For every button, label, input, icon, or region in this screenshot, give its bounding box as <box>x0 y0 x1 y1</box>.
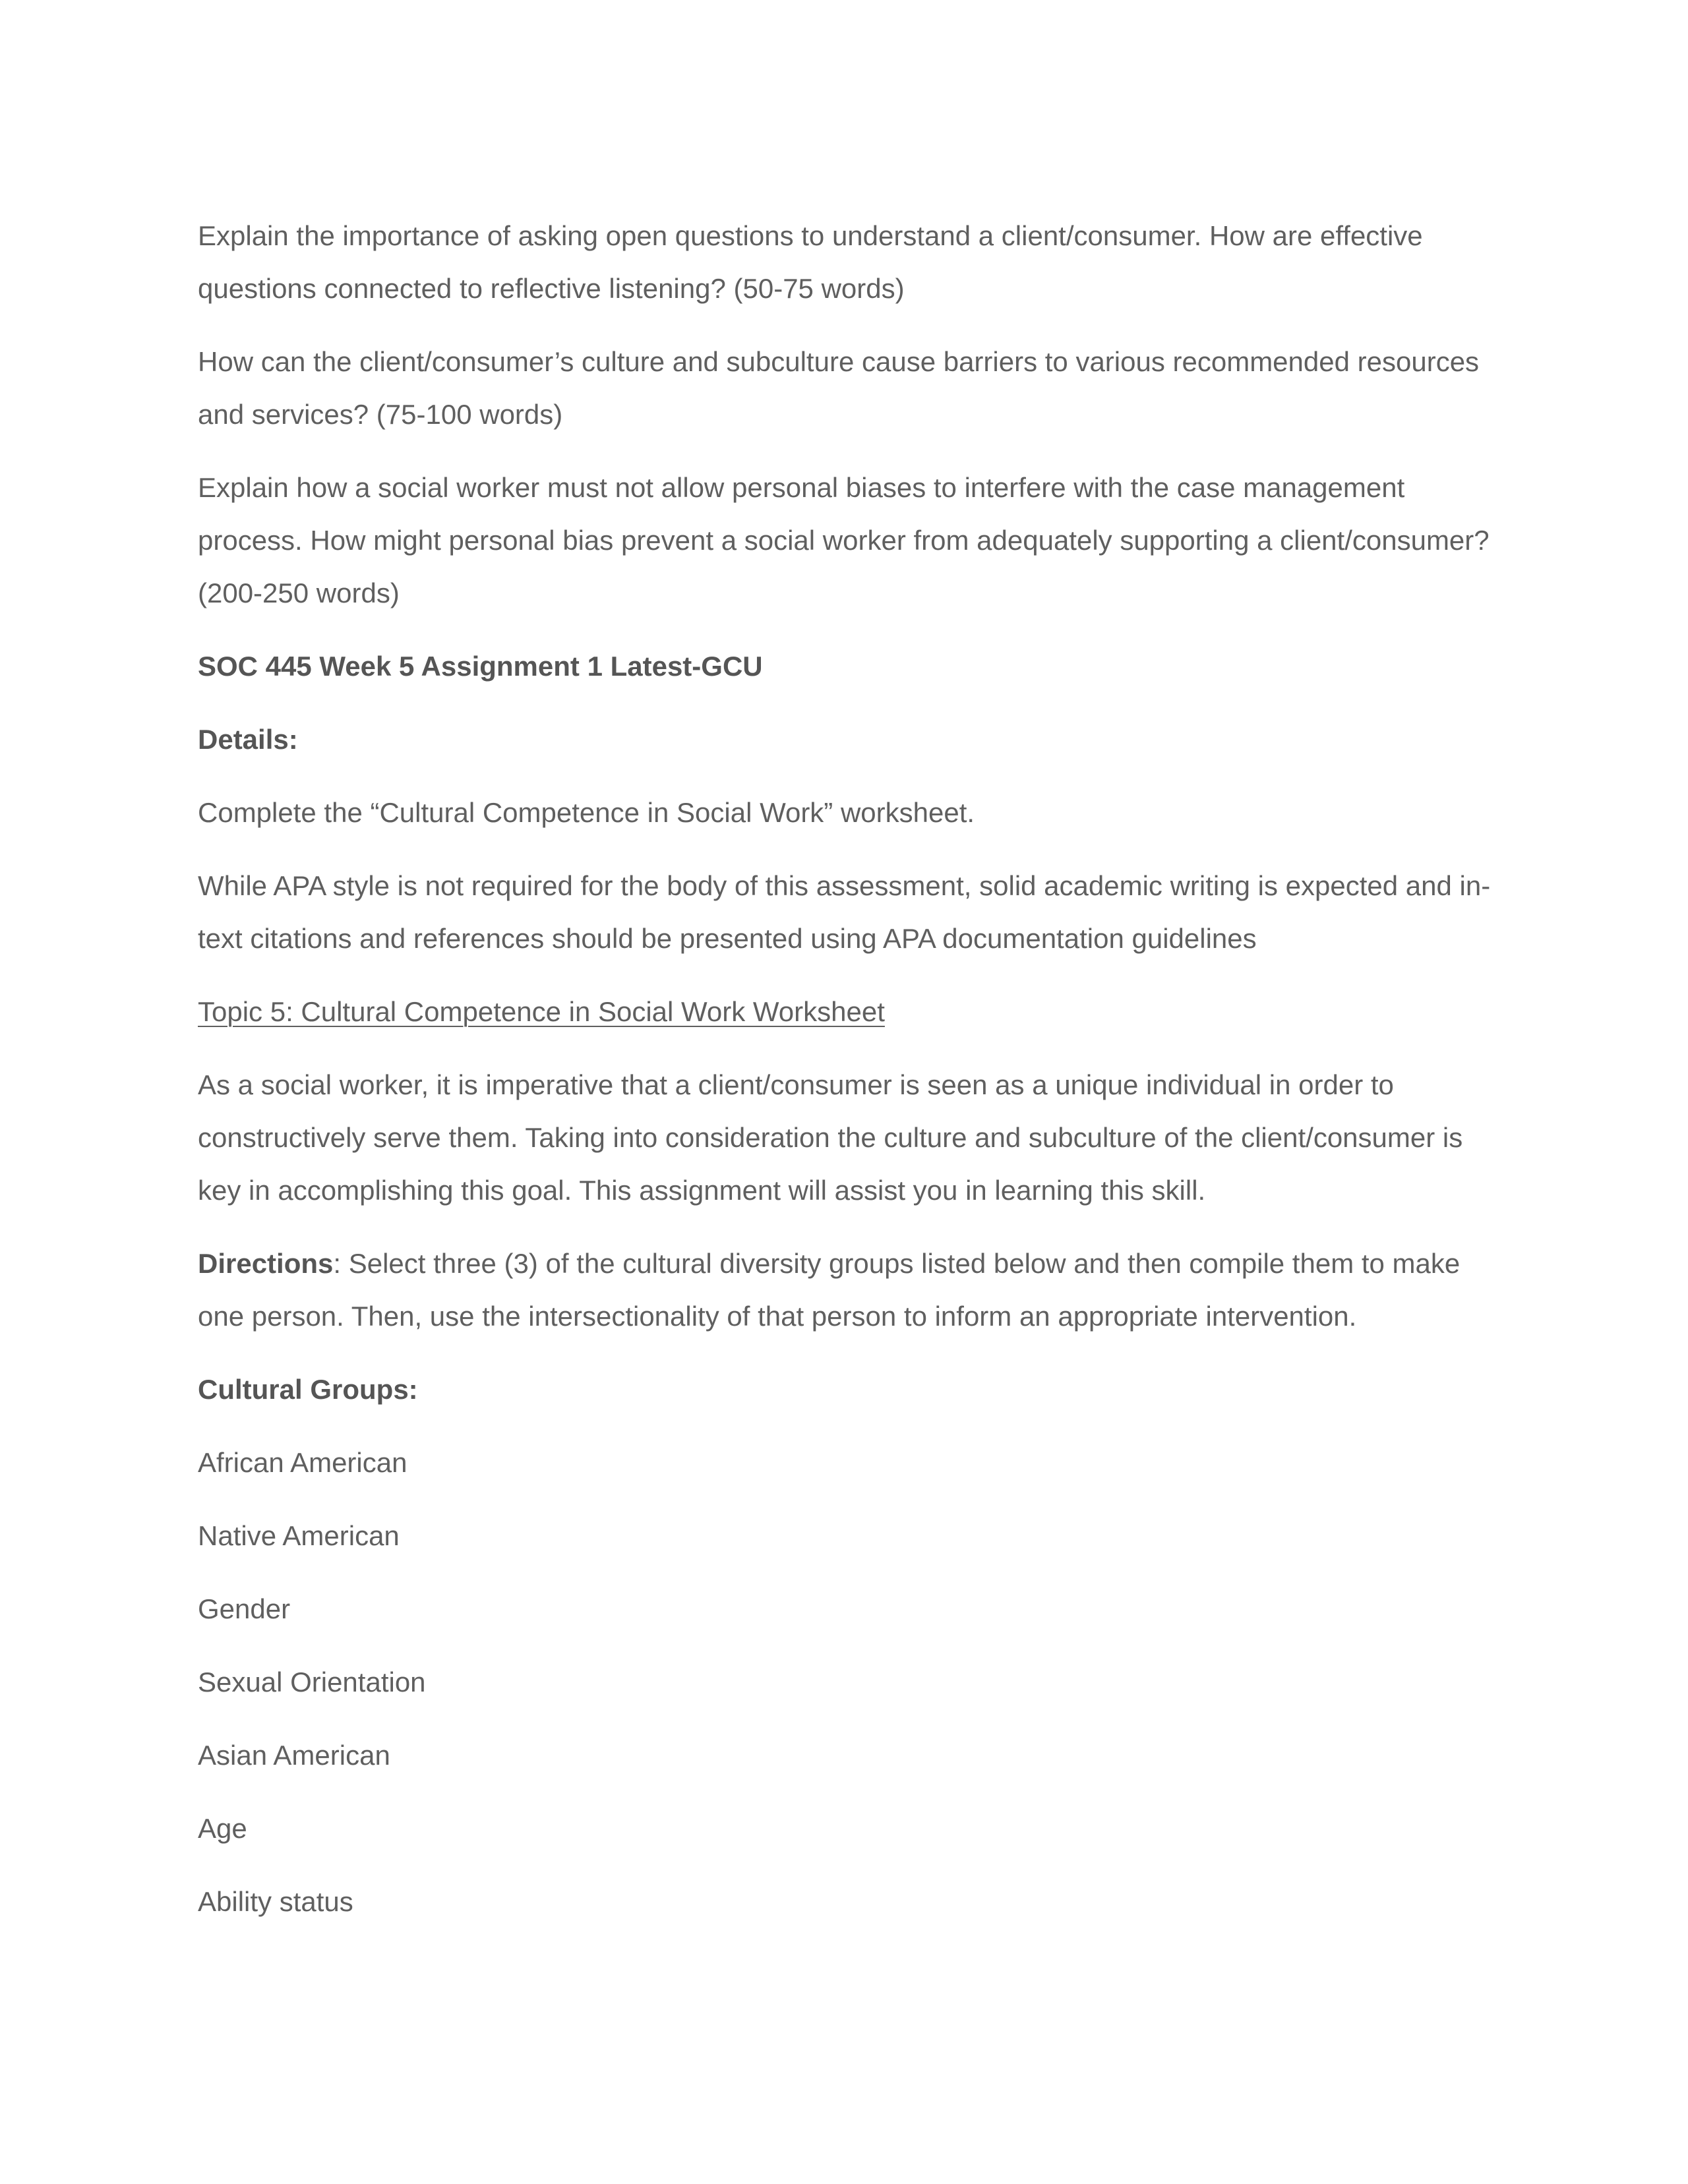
list-item: Gender <box>198 1593 291 1624</box>
list-item: African American <box>198 1447 407 1478</box>
cultural-groups-label: Cultural Groups: <box>198 1374 418 1405</box>
directions-paragraph <box>198 1237 1503 1343</box>
list-item: Age <box>198 1813 247 1844</box>
question-culture-barriers: How can the client/consumer’s culture and subculture cause barriers to various recommended resources and services? (75-100 words) <box>198 346 1480 430</box>
list-item: Asian American <box>198 1740 390 1771</box>
topic-title: Topic 5: Cultural Competence in Social Work Worksheet <box>198 996 885 1027</box>
list-item: Ability status <box>198 1886 353 1917</box>
intro-text: As a social worker, it is imperative that a client/consumer is seen as a unique individual in order to constructively serve them. Taking into consideration the culture and subculture of the client/consumer is key in accomplishing this goal. This assignment will assist you in learning this skill. <box>198 1069 1463 1206</box>
topic-title-paragraph <box>198 986 1503 1038</box>
details-text: Complete the “Cultural Competence in Social Work” worksheet. <box>198 797 975 828</box>
directions-label: Directions <box>198 1248 334 1279</box>
cultural-groups-list <box>198 1436 1503 1928</box>
list-item: Native American <box>198 1520 400 1551</box>
directions-text: : Select three (3) of the cultural diversity groups listed below and then compile them to make one person. Then, use the intersectionality of that person to inform an appropriate intervention. <box>198 1248 1461 1332</box>
assignment-heading: SOC 445 Week 5 Assignment 1 Latest-GCU <box>198 651 763 682</box>
question-personal-bias: Explain how a social worker must not allow personal biases to interfere with the case management process. How might personal bias prevent a social worker from adequately supporting a client/consumer? (200-250 words) <box>198 472 1490 608</box>
apa-note: While APA style is not required for the body of this assessment, solid academic writing is expected and in-text citations and references should be presented using APA documentation guidelines <box>198 870 1491 954</box>
question-open-questions: Explain the importance of asking open questions to understand a client/consumer. How are effective questions connected to reflective listening? (50-75 words) <box>198 220 1423 304</box>
details-label: Details: <box>198 724 298 755</box>
document-body <box>198 210 1503 1949</box>
list-item: Sexual Orientation <box>198 1667 426 1697</box>
